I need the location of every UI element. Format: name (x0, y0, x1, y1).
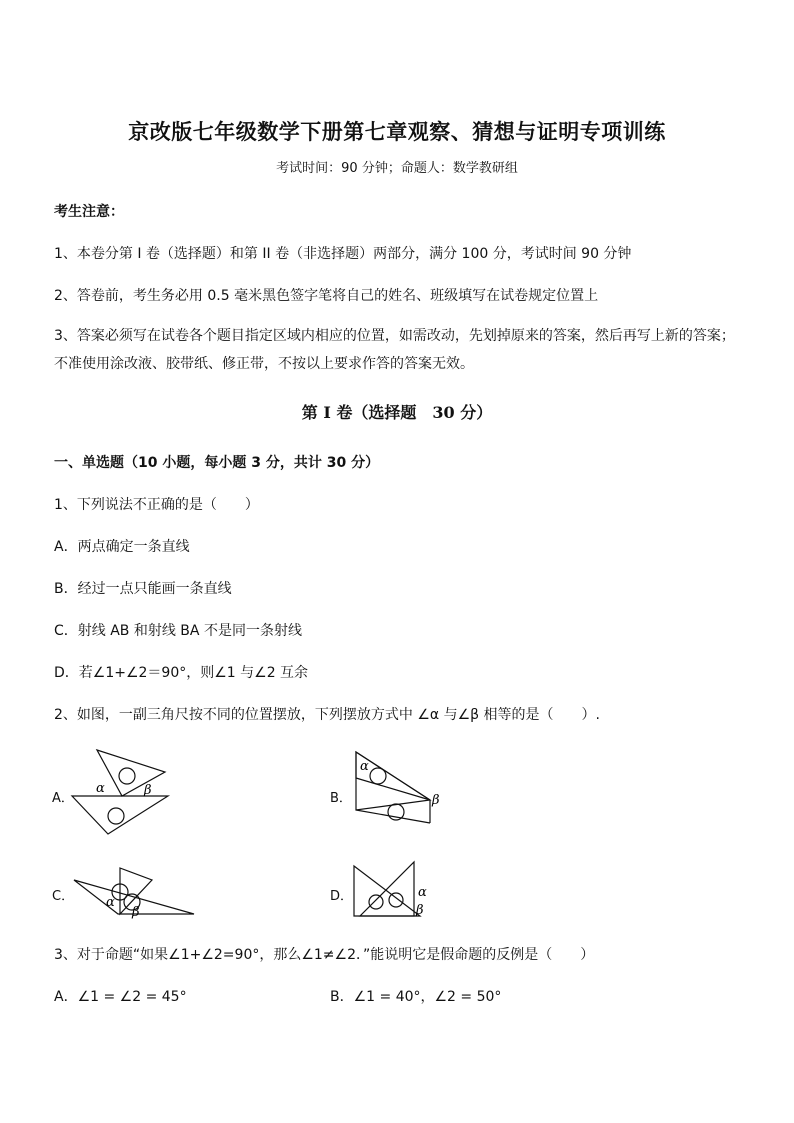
alpha-symbol: α (360, 759, 369, 774)
question-2-option-b[interactable]: B． (330, 791, 352, 806)
question-3-option-a[interactable]: A．∠1 = ∠2 = 45° (54, 989, 187, 1005)
question-3-option-b[interactable]: B．∠1 = 40°，∠2 = 50° (330, 989, 502, 1005)
alpha-symbol: α (96, 781, 105, 796)
beta-symbol: β (416, 903, 424, 918)
notice-item-3: 3、答案必须写在试卷各个题目指定区域内相应的位置，如需改动，先划掉原来的答案，然后再写上新的答案；不准使用涂改液、胶带纸、修正带，不按以上要求作答的答案无效。 (54, 328, 735, 372)
question-2-option-d[interactable]: D． (330, 889, 354, 904)
alpha-symbol: α (418, 885, 427, 900)
figure-option-a (70, 748, 170, 838)
figure-option-d (352, 860, 442, 920)
beta-symbol: β (432, 793, 440, 808)
exam-subtitle: 考试时间：90 分钟；命题人：数学教研组 (276, 161, 518, 176)
notice-item-2: 2、答卷前，考生务必用 0.5 毫米黑色签字笔将自己的姓名、班级填写在试卷规定位置上 (54, 288, 599, 304)
question-3-stem: 3、对于命题“如果∠1+∠2=90°，那么∠1≠∠2．”能说明它是假命题的反例是（ ） (54, 947, 595, 963)
figure-option-b (352, 750, 452, 830)
question-1-option-b[interactable]: B．经过一点只能画一条直线 (54, 581, 232, 597)
notice-heading: 考生注意： (54, 204, 124, 220)
figure-option-c (72, 866, 202, 922)
beta-symbol: β (144, 783, 152, 798)
part-heading: 一、单选题（10 小题，每小题 3 分，共计 30 分） (54, 455, 380, 471)
question-2-stem: 2、如图，一副三角尺按不同的位置摆放，下列摆放方式中 ∠α 与∠β 相等的是（ ）. (54, 707, 600, 723)
page-title: 京改版七年级数学下册第七章观察、猜想与证明专项训练 (128, 119, 666, 144)
alpha-symbol: α (106, 895, 115, 910)
question-1-stem: 1、下列说法不正确的是（ ） (54, 497, 259, 513)
question-1-option-c[interactable]: C．射线 AB 和射线 BA 不是同一条射线 (54, 623, 302, 639)
beta-symbol: β (132, 905, 140, 920)
question-2-option-c[interactable]: C． (52, 889, 75, 904)
notice-item-1: 1、本卷分第 I 卷（选择题）和第 II 卷（非选择题）两部分，满分 100 分，考试时间 90 分钟 (54, 246, 632, 262)
question-1-option-d[interactable]: D．若∠1+∠2＝90°，则∠1 与∠2 互余 (54, 665, 309, 681)
section-title: 第 I 卷（选择题 30 分） (301, 403, 493, 422)
question-2-option-a[interactable]: A． (52, 791, 74, 806)
question-1-option-a[interactable]: A．两点确定一条直线 (54, 539, 190, 555)
